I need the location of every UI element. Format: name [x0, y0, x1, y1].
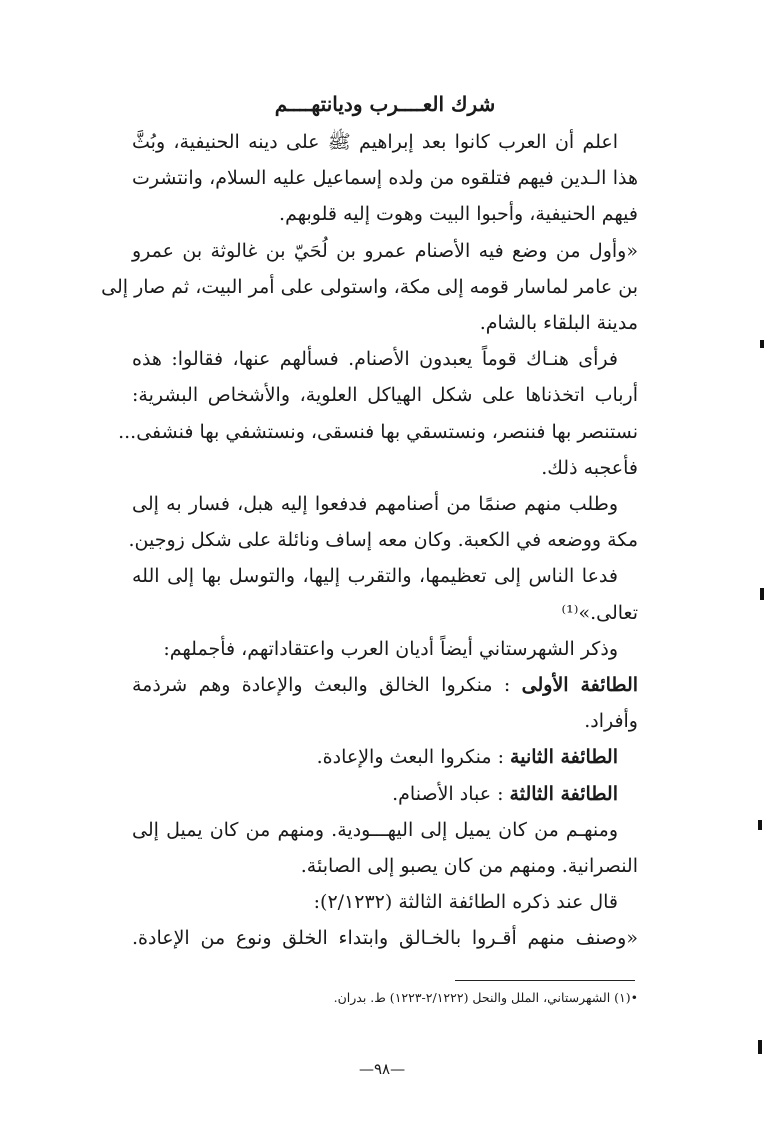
text-line: [132, 703, 638, 739]
line-text: وطلب منهم صنمًا من أصنامهم فدفعوا إليه هبل، فسار به إلى: [132, 493, 618, 515]
margin-mark: [760, 340, 764, 348]
line-text: نستنصر بها فننصر، ونستسقي بها فنسقى، ونستشفي بها فنشفى...: [118, 421, 638, 443]
margin-mark: [758, 820, 762, 830]
page-title: شرك العــــرب وديانتهــــم: [274, 92, 496, 116]
category-label: الطائفة الثالثة: [509, 783, 618, 805]
line-text: فدعا الناس إلى تعظيمها، والتقرب إليها، والتوسل بها إلى الله: [132, 565, 618, 587]
line-text: فرأى هنـاك قوماً يعبدون الأصنام. فسألهم عنها، فقالوا: هذه: [132, 348, 618, 370]
text-line: [132, 558, 638, 594]
category-label: الطائفة الثانية: [510, 746, 618, 768]
text-line: [118, 414, 638, 450]
text-line: [132, 884, 638, 920]
line-text: اعلم أن العرب كانوا بعد إبراهيم ﷺ على دينه الحنيفية، وبُثَّ: [132, 131, 618, 153]
line-text: مدينة البلقاء بالشام.: [479, 312, 638, 334]
footnote-divider: [455, 980, 635, 981]
text-line: [101, 269, 638, 305]
line-text: فيهم الحنيفية، وأحبوا البيت وهوت إليه قلوبهم.: [279, 203, 638, 225]
line-text: وذكر الشهرستاني أيضاً أديان العرب واعتقاداتهم، فأجملهم:: [163, 638, 618, 660]
text-line: [132, 305, 638, 341]
text-line: [132, 160, 638, 196]
line-text: مكة ووضعه في الكعبة. وكان معه إساف ونائلة على شكل زوجين.: [128, 529, 638, 551]
line-text: «وصنف منهم أقـروا بالخـالق وابتداء الخلق ونوع من الإعادة.: [132, 927, 638, 949]
line-text: «وأول من وضع فيه الأصنام عمرو بن لُحَيّ بن غالوثة بن عمرو: [132, 240, 638, 262]
line-text: : عباد الأصنام.: [392, 783, 504, 805]
text-line: [132, 631, 638, 667]
text-line: [132, 196, 638, 232]
text-line: [132, 450, 638, 486]
category-label: الطائفة الأولى: [521, 674, 639, 696]
margin-mark: [758, 1040, 762, 1054]
line-text: النصرانية. ومنهم من كان يصبو إلى الصابئة.: [300, 855, 638, 877]
text-line: [132, 595, 638, 631]
footnote: •(١) الشهرستاني، الملل والنحل (٢/١٢٢٢-١٢٢٣) ط. بدران.: [333, 990, 638, 1005]
text-line: [128, 522, 638, 558]
text-line: [132, 667, 638, 703]
line-text: تعالى.»⁽¹⁾: [561, 602, 638, 624]
line-text: وأفراد.: [584, 710, 638, 732]
text-line: [132, 848, 638, 884]
line-text: : منكروا البعث والإعادة.: [316, 746, 504, 768]
text-line: [132, 233, 638, 269]
line-text: : منكروا الخالق والبعث والإعادة وهم شرذمة: [132, 674, 511, 696]
line-text: قال عند ذكره الطائفة الثالثة (٢/١٢٣٢):: [313, 891, 618, 913]
text-line: [132, 812, 638, 848]
page-number: —٩٨—: [358, 1060, 406, 1078]
text-line: [132, 486, 638, 522]
line-text: هذا الـدين فيهم فتلقوه من ولده إسماعيل عليه السلام، وانتشرت: [132, 167, 638, 189]
text-line: [132, 341, 638, 377]
line-text: ومنهـم من كان يميل إلى اليهـــودية. ومنهم من كان يميل إلى: [132, 819, 618, 841]
text-line: [132, 739, 638, 775]
text-line: [132, 377, 638, 413]
text-line: [132, 776, 638, 812]
text-line: [132, 124, 638, 160]
line-text: بن عامر لماسار قومه إلى مكة، واستولى على أمر البيت، ثم صار إلى: [101, 276, 638, 298]
line-text: فأعجبه ذلك.: [541, 457, 638, 479]
margin-mark: [760, 588, 764, 600]
line-text: أرباب اتخذناها على شكل الهياكل العلوية، والأشخاص البشرية:: [132, 384, 638, 406]
text-line: [132, 920, 638, 956]
